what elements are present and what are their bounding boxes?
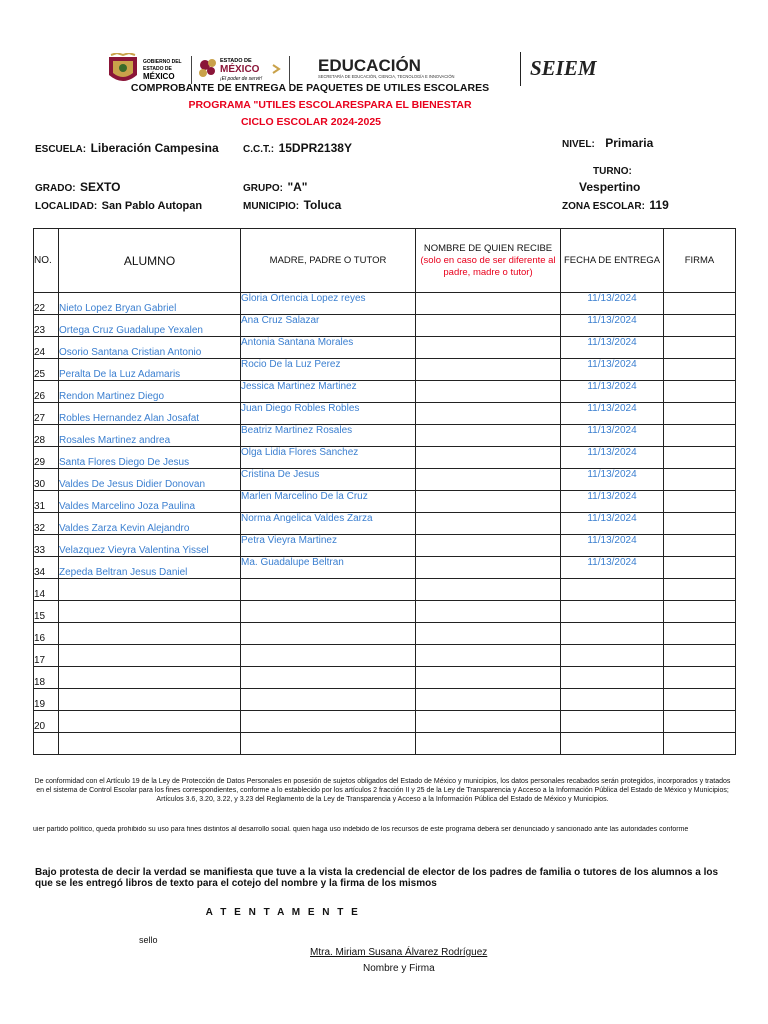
table-header-row	[34, 229, 736, 293]
delivery-date	[561, 733, 664, 755]
row-number: 23	[34, 315, 59, 337]
signature-cell	[664, 425, 736, 447]
student-name	[59, 623, 241, 645]
delivery-date: 11/13/2024	[561, 359, 664, 381]
grupo-field	[243, 178, 308, 196]
tutor-name: Antonia Santana Morales	[241, 337, 416, 359]
header-tutor: MADRE, PADRE O TUTOR	[241, 229, 416, 293]
table-row	[34, 403, 736, 425]
edomex-logo-line2: MÉXICO	[220, 64, 260, 75]
receiver-name	[416, 667, 561, 689]
delivery-date: 11/13/2024	[561, 293, 664, 315]
header-no: NO.	[34, 229, 59, 293]
student-name: Valdes De Jesus Didier Donovan	[59, 469, 241, 491]
table-row	[34, 491, 736, 513]
protest-statement: Bajo protesta de decir la verdad se manifiesta que tuve a la vista la credencial de elector de los padres de familia o tutores de los alumnos a los que se les entregó libros de texto para el cotejo del nombre y la firma de los mismos	[35, 867, 719, 889]
signature-cell	[664, 711, 736, 733]
signature-cell	[664, 645, 736, 667]
receiver-name	[416, 535, 561, 557]
zona-label: ZONA ESCOLAR:	[562, 201, 645, 212]
tutor-name	[241, 689, 416, 711]
student-name	[59, 645, 241, 667]
student-name: Robles Hernandez Alan Josafat	[59, 403, 241, 425]
student-name: Rendon Martinez Diego	[59, 381, 241, 403]
header-recibe	[416, 229, 561, 293]
signature-caption: Nombre y Firma	[363, 963, 435, 974]
table-row	[34, 535, 736, 557]
document-title: COMPROBANTE DE ENTREGA DE PAQUETES DE UTILES ESCOLARES	[130, 82, 490, 94]
seiem-logo: SEIEM	[530, 56, 597, 80]
zona-field	[562, 196, 669, 214]
header-firma: FIRMA	[664, 229, 736, 293]
delivery-date: 11/13/2024	[561, 491, 664, 513]
tutor-name	[241, 733, 416, 755]
student-name	[59, 601, 241, 623]
table-row	[34, 447, 736, 469]
localidad-value: San Pablo Autopan	[101, 200, 203, 212]
receiver-name	[416, 733, 561, 755]
tutor-name: Norma Angelica Valdes Zarza	[241, 513, 416, 535]
program-notice: uier partido político, queda prohibido su uso para fines distintos al desarrollo social. quien haga uso indebido de los recursos de este programa deberá ser denunciado y sancionado ante las autoridades conforme	[33, 826, 689, 833]
row-number: 25	[34, 359, 59, 381]
header-recibe-title: NOMBRE DE QUIEN RECIBE	[423, 242, 553, 254]
edu-logo-subtitle: SECRETARÍA DE EDUCACIÓN, CIENCIA, TECNOLOGÍA E INNOVACIÓN	[318, 74, 455, 79]
row-number: 22	[34, 293, 59, 315]
student-name: Zepeda Beltran Jesus Daniel	[59, 557, 241, 579]
localidad-label: LOCALIDAD:	[35, 201, 98, 212]
receiver-name	[416, 337, 561, 359]
tutor-name	[241, 601, 416, 623]
receiver-name	[416, 447, 561, 469]
tutor-name	[241, 667, 416, 689]
delivery-date: 11/13/2024	[561, 315, 664, 337]
municipio-value: Toluca	[303, 198, 342, 212]
row-number: 15	[34, 601, 59, 623]
signature-cell	[664, 315, 736, 337]
receiver-name	[416, 645, 561, 667]
row-number: 14	[34, 579, 59, 601]
tutor-name: Juan Diego Robles Robles	[241, 403, 416, 425]
receiver-name	[416, 491, 561, 513]
receiver-name	[416, 557, 561, 579]
student-name: Santa Flores Diego De Jesus	[59, 447, 241, 469]
student-name: Valdes Marcelino Joza Paulina	[59, 491, 241, 513]
row-number: 19	[34, 689, 59, 711]
header-fecha: FECHA DE ENTREGA	[561, 229, 664, 293]
nivel-value: Primaria	[605, 136, 654, 150]
nivel-label: NIVEL:	[562, 139, 595, 150]
receiver-name	[416, 315, 561, 337]
table-row	[34, 293, 736, 315]
header-recibe-note: (solo en caso de ser diferente al padre, madre o tutor)	[420, 254, 556, 278]
grado-label: GRADO:	[35, 183, 76, 194]
table-row	[34, 557, 736, 579]
table-row	[34, 315, 736, 337]
table-row	[34, 513, 736, 535]
signature-cell	[664, 623, 736, 645]
receiver-name	[416, 359, 561, 381]
student-name: Valdes Zarza Kevin Alejandro	[59, 513, 241, 535]
tutor-name: Gloria Ortencia Lopez reyes	[241, 293, 416, 315]
escuela-value: Liberación Campesina	[90, 141, 219, 155]
delivery-table	[33, 228, 736, 755]
row-number: 20	[34, 711, 59, 733]
municipio-label: MUNICIPIO:	[243, 201, 300, 212]
student-name: Osorio Santana Cristian Antonio	[59, 337, 241, 359]
gov-logo-line2: ESTADO DE	[143, 66, 172, 72]
turno-value: Vespertino	[579, 180, 641, 194]
row-number: 29	[34, 447, 59, 469]
cct-label: C.C.T.:	[243, 144, 275, 155]
row-number: 31	[34, 491, 59, 513]
receiver-name	[416, 425, 561, 447]
delivery-date: 11/13/2024	[561, 469, 664, 491]
signature-cell	[664, 535, 736, 557]
edomex-flower-icon	[199, 59, 216, 77]
gov-logo-line3: MÉXICO	[143, 72, 175, 81]
signature-cell	[664, 667, 736, 689]
signature-cell	[664, 359, 736, 381]
delivery-date: 11/13/2024	[561, 513, 664, 535]
table-row	[34, 381, 736, 403]
signature-cell	[664, 513, 736, 535]
cct-field	[243, 139, 352, 157]
signature-cell	[664, 579, 736, 601]
escuela-label: ESCUELA:	[35, 144, 87, 155]
signature-cell	[664, 601, 736, 623]
signature-cell	[664, 733, 736, 755]
student-name	[59, 689, 241, 711]
gov-logo-line1: GOBIERNO DEL	[143, 59, 182, 65]
delivery-date	[561, 689, 664, 711]
receiver-name	[416, 711, 561, 733]
signature-cell	[664, 469, 736, 491]
logo-divider	[520, 52, 521, 86]
table-row	[34, 601, 736, 623]
grupo-value: "A"	[287, 180, 308, 194]
tutor-name	[241, 711, 416, 733]
cct-value: 15DPR2138Y	[278, 141, 352, 155]
tutor-name: Jessica Martinez Martinez	[241, 381, 416, 403]
table-row	[34, 337, 736, 359]
table-row	[34, 579, 736, 601]
program-title: PROGRAMA "UTILES ESCOLARESPARA EL BIENESTAR	[188, 99, 472, 111]
table-row	[34, 733, 736, 755]
delivery-date: 11/13/2024	[561, 425, 664, 447]
delivery-date	[561, 601, 664, 623]
delivery-date	[561, 667, 664, 689]
grado-field	[35, 178, 120, 196]
localidad-field	[35, 196, 202, 214]
sello-label: sello	[139, 935, 158, 945]
student-name: Velazquez Vieyra Valentina Yissel	[59, 535, 241, 557]
school-cycle-title: CICLO ESCOLAR 2024-2025	[240, 116, 382, 128]
tutor-name	[241, 579, 416, 601]
tutor-name: Marlen Marcelino De la Cruz	[241, 491, 416, 513]
row-number: 33	[34, 535, 59, 557]
student-name	[59, 711, 241, 733]
tutor-name: Petra Vieyra Martinez	[241, 535, 416, 557]
delivery-date	[561, 645, 664, 667]
receiver-name	[416, 381, 561, 403]
tutor-name	[241, 645, 416, 667]
atentamente-label: A T E N T A M E N T E	[205, 907, 361, 918]
delivery-date: 11/13/2024	[561, 337, 664, 359]
student-name: Ortega Cruz Guadalupe Yexalen	[59, 315, 241, 337]
student-name	[59, 733, 241, 755]
row-number: 17	[34, 645, 59, 667]
receiver-name	[416, 689, 561, 711]
receiver-name	[416, 623, 561, 645]
nivel-field	[562, 134, 653, 152]
table-row	[34, 645, 736, 667]
delivery-date: 11/13/2024	[561, 447, 664, 469]
edu-logo-title: EDUCACIÓN	[318, 56, 421, 75]
row-number: 16	[34, 623, 59, 645]
tutor-name: Ma. Guadalupe Beltran	[241, 557, 416, 579]
municipio-field	[243, 196, 341, 214]
tutor-name: Rocio De la Luz Perez	[241, 359, 416, 381]
table-row	[34, 359, 736, 381]
turno-label: TURNO:	[593, 166, 632, 177]
row-number	[34, 733, 59, 755]
privacy-notice: De conformidad con el Artículo 19 de la Ley de Protección de Datos Personales en posesión de sujetos obligados del Estado de México y municipios, los datos personales recabados serán protegidos, incorporados y tratados en el sistema de Control Escolar para los fines correspondientes, conforme a lo establecido por los artículos 2 fracción II y 25 de la Ley de Transparencia y Acceso a la Información Pública del Estado de México y Municipios; Artículos 3.6, 3.20, 3.22, y 3.23 del Reglamento de la Ley de Transparencia y Acceso a la Información Pública del Estado de México y Municipios.	[34, 778, 731, 803]
escuela-field	[35, 139, 219, 157]
grupo-label: GRUPO:	[243, 183, 283, 194]
student-name: Nieto Lopez Bryan Gabriel	[59, 293, 241, 315]
row-number: 28	[34, 425, 59, 447]
table-row	[34, 689, 736, 711]
delivery-date	[561, 711, 664, 733]
signer-name: Mtra. Miriam Susana Álvarez Rodríguez	[310, 947, 488, 958]
educacion-logo	[318, 55, 518, 85]
row-number: 34	[34, 557, 59, 579]
signature-cell	[664, 689, 736, 711]
row-number: 26	[34, 381, 59, 403]
receiver-name	[416, 601, 561, 623]
delivery-date: 11/13/2024	[561, 557, 664, 579]
table-row	[34, 469, 736, 491]
tutor-name: Olga Lidia Flores Sanchez	[241, 447, 416, 469]
signature-cell	[664, 381, 736, 403]
receiver-name	[416, 293, 561, 315]
signature-cell	[664, 403, 736, 425]
table-row	[34, 667, 736, 689]
signature-cell	[664, 447, 736, 469]
row-number: 27	[34, 403, 59, 425]
table-row	[34, 623, 736, 645]
header-alumno: ALUMNO	[59, 229, 241, 293]
receiver-name	[416, 513, 561, 535]
zona-value: 119	[649, 198, 669, 212]
student-name: Peralta De la Luz Adamaris	[59, 359, 241, 381]
signature-cell	[664, 557, 736, 579]
tutor-name: Cristina De Jesus	[241, 469, 416, 491]
delivery-date: 11/13/2024	[561, 403, 664, 425]
row-number: 24	[34, 337, 59, 359]
receiver-name	[416, 403, 561, 425]
edomex-logo-line1: ESTADO DE	[220, 58, 252, 64]
signature-cell	[664, 491, 736, 513]
row-number: 30	[34, 469, 59, 491]
delivery-date: 11/13/2024	[561, 381, 664, 403]
tutor-name	[241, 623, 416, 645]
coat-of-arms-icon	[109, 53, 137, 81]
delivery-date	[561, 579, 664, 601]
delivery-date: 11/13/2024	[561, 535, 664, 557]
table-row	[34, 425, 736, 447]
grado-value: SEXTO	[80, 180, 121, 194]
student-name	[59, 579, 241, 601]
signature-cell	[664, 337, 736, 359]
student-name: Rosales Martinez andrea	[59, 425, 241, 447]
receiver-name	[416, 469, 561, 491]
row-number: 18	[34, 667, 59, 689]
receiver-name	[416, 579, 561, 601]
row-number: 32	[34, 513, 59, 535]
delivery-date	[561, 623, 664, 645]
table-row	[34, 711, 736, 733]
tutor-name: Beatriz Martinez Rosales	[241, 425, 416, 447]
student-name	[59, 667, 241, 689]
signature-cell	[664, 293, 736, 315]
tutor-name: Ana Cruz Salazar	[241, 315, 416, 337]
edomex-logo-line3: ¡El poder de servir!	[220, 76, 263, 82]
